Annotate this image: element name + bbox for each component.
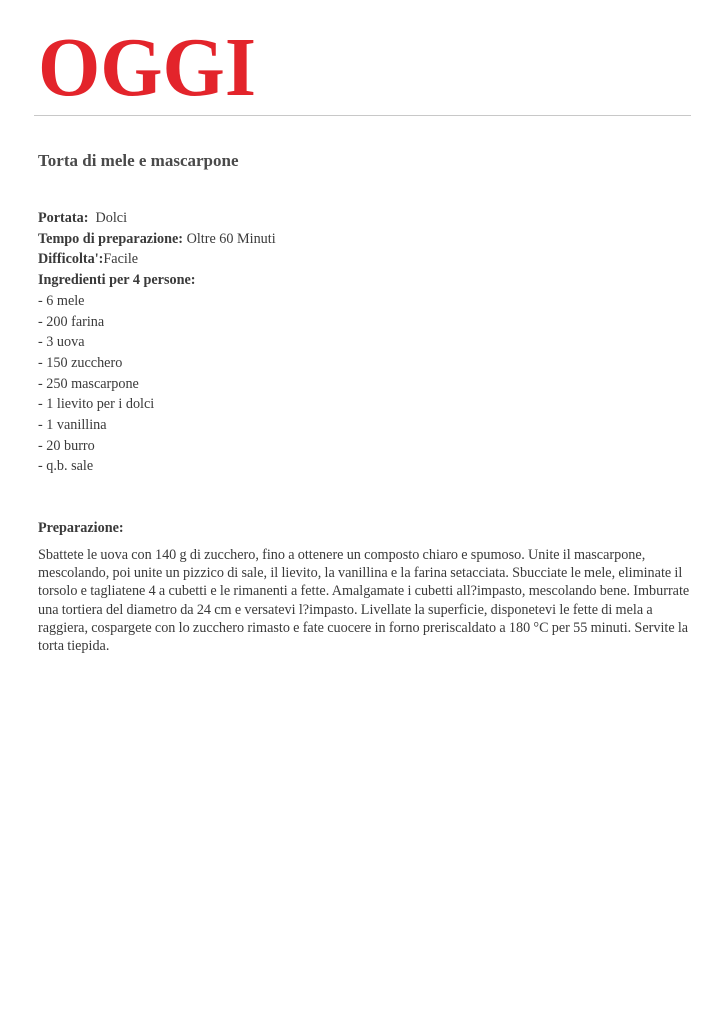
ingredienti-row	[38, 270, 276, 291]
preparation-text: Sbattete le uova con 140 g di zucchero, fino a ottenere un composto chiaro e spumoso. Unite il mascarpone, mescolando, poi unite un pizzico di sale, il lievito, la vanillina e la farina setacciata. Sbucciate le mele, eliminate il torsolo e tagliatene 4 a cubetti e le rimanenti a fette. Amalgamate i cubetti all?impasto, mescolando bene. Imburrate una tortiera del diametro da 24 cm e versatevi l?impasto. Livellate la superficie, disponetevi le fette di mela a raggiera, cospargete con lo zucchero rimasto e fate cuocere in forno preriscaldato a 180 °C per 55 minuti. Servite la torta tiepida.	[38, 547, 690, 655]
portata-label: Portata:	[38, 210, 89, 226]
difficolta-label: Difficolta':	[38, 251, 104, 268]
oggi-logo-text: OGGI	[38, 21, 256, 114]
tempo-row	[38, 229, 276, 250]
oggi-logo	[36, 21, 258, 114]
header-divider	[34, 115, 691, 116]
ingredient-item: - 20 burro	[38, 437, 95, 454]
portata-value: Dolci	[95, 210, 128, 226]
ingredient-item: - 1 vanillina	[38, 417, 107, 434]
ingredients-list	[38, 291, 276, 477]
ingredienti-label: Ingredienti per 4 persone:	[38, 272, 196, 289]
ingredient-item: - 1 lievito per i dolci	[38, 396, 155, 413]
ingredient-item: - 200 farina	[38, 313, 105, 330]
tempo-label: Tempo di preparazione:	[38, 230, 184, 247]
preparation-heading: Preparazione:	[38, 520, 124, 536]
ingredient-item: - 6 mele	[38, 292, 85, 309]
preparation-section	[38, 518, 698, 655]
ingredient-item: - q.b. sale	[38, 458, 94, 475]
difficolta-value: Facile	[103, 251, 139, 268]
recipe-title: Torta di mele e mascarpone	[38, 151, 239, 170]
ingredient-item: - 150 zucchero	[38, 354, 123, 371]
recipe-meta	[38, 208, 276, 477]
tempo-value: Oltre 60 Minuti	[186, 230, 276, 247]
ingredient-item: - 250 mascarpone	[38, 375, 139, 392]
difficolta-row	[38, 249, 276, 270]
portata-row	[38, 208, 276, 229]
oggi-logo-graphic	[36, 21, 258, 114]
ingredient-item: - 3 uova	[38, 334, 85, 351]
